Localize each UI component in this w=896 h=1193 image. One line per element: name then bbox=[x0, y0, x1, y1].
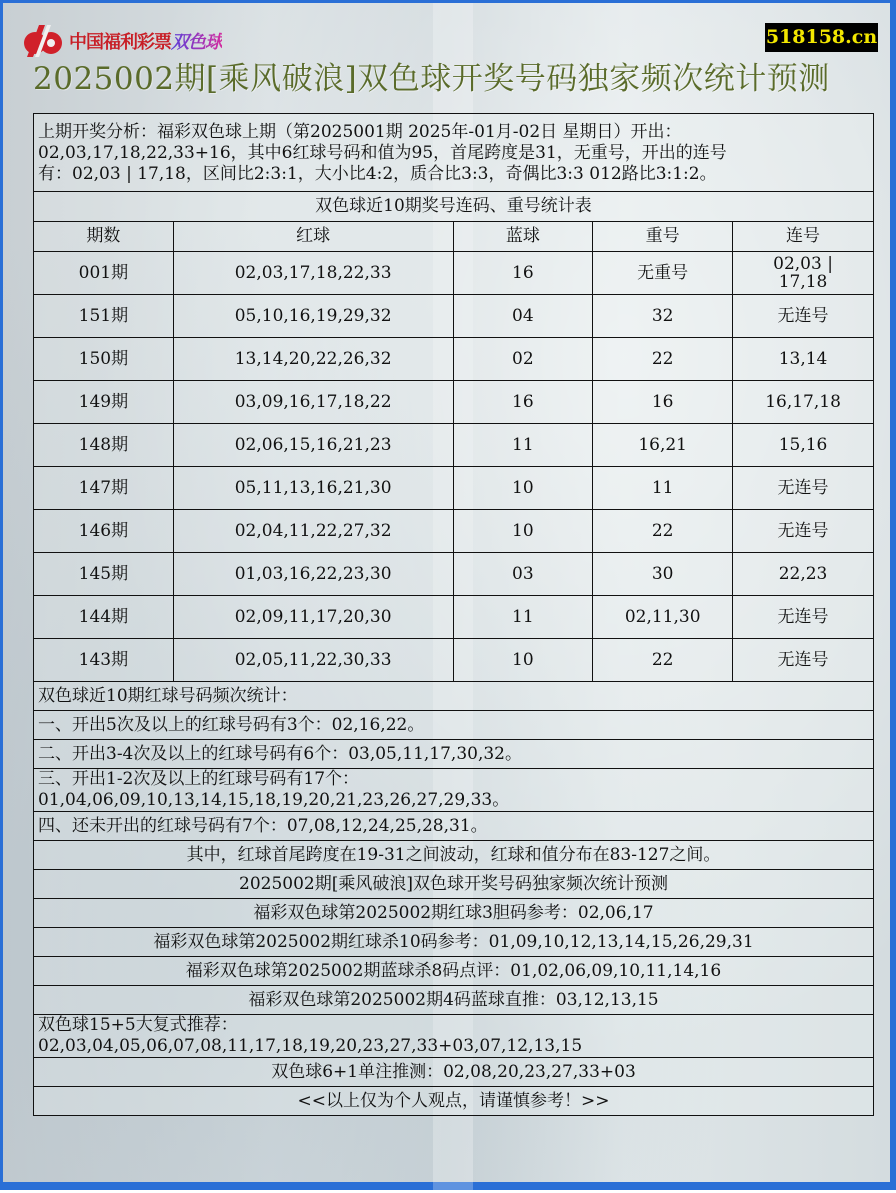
red-cell: 05,10,16,19,29,32 bbox=[173, 295, 453, 338]
disclaimer: <<以上仅为个人观点，请谨慎参考！>> bbox=[34, 1087, 874, 1116]
prediction-red-dan: 福彩双色球第2025002期红球3胆码参考：02,06,17 bbox=[34, 899, 874, 928]
prediction-blue-pick: 福彩双色球第2025002期4码蓝球直推：03,12,13,15 bbox=[34, 986, 874, 1015]
red-cell: 02,05,11,22,30,33 bbox=[173, 639, 453, 682]
frequency-summary: 其中，红球首尾跨度在19-31之间波动，红球和值分布在83-127之间。 bbox=[34, 841, 874, 870]
blue-cell: 16 bbox=[453, 252, 593, 295]
period-cell: 001期 bbox=[34, 252, 174, 295]
column-header-period: 期数 bbox=[34, 222, 174, 252]
analysis-line: 02,03,17,18,22,33+16，其中6红球号码和值为95，首尾跨度是31，无重号，开出的连号 bbox=[38, 143, 727, 163]
table-row bbox=[34, 639, 874, 682]
frequency-item-2: 二、开出3-4次及以上的红球号码有6个：03,05,11,17,30,32。 bbox=[34, 740, 874, 769]
prediction-title: 2025002期[乘风破浪]双色球开奖号码独家频次统计预测 bbox=[34, 870, 874, 899]
logo-text bbox=[69, 28, 222, 54]
consecutive-cell: 16,17,18 bbox=[733, 381, 874, 424]
frequency-item-3 bbox=[34, 769, 874, 812]
blue-cell: 10 bbox=[453, 467, 593, 510]
page-title: 2025002期[乘风破浪]双色球开奖号码独家频次统计预测 bbox=[33, 61, 830, 97]
period-cell: 148期 bbox=[34, 424, 174, 467]
frequency-heading: 双色球近10期红球号码频次统计： bbox=[34, 682, 874, 711]
period-cell: 149期 bbox=[34, 381, 174, 424]
prediction-blue-kill: 福彩双色球第2025002期蓝球杀8码点评：01,02,06,09,10,11,14,16 bbox=[34, 957, 874, 986]
repeat-cell: 16 bbox=[593, 381, 733, 424]
consecutive-cell: 22,23 bbox=[733, 553, 874, 596]
consecutive-line: 02,03 | bbox=[773, 254, 833, 274]
repeat-cell: 22 bbox=[593, 338, 733, 381]
blue-cell: 10 bbox=[453, 639, 593, 682]
period-cell: 144期 bbox=[34, 596, 174, 639]
red-cell: 03,09,16,17,18,22 bbox=[173, 381, 453, 424]
blue-cell: 16 bbox=[453, 381, 593, 424]
table-row bbox=[34, 424, 874, 467]
consecutive-line: 17,18 bbox=[778, 272, 828, 292]
column-header-repeat: 重号 bbox=[593, 222, 733, 252]
frequency-item-3-numbers: 01,04,06,09,10,13,14,15,18,19,20,21,23,26,27,29,33。 bbox=[38, 790, 510, 810]
blue-cell: 11 bbox=[453, 424, 593, 467]
blue-cell: 10 bbox=[453, 510, 593, 553]
repeat-cell: 11 bbox=[593, 467, 733, 510]
frequency-item-1: 一、开出5次及以上的红球号码有3个：02,16,22。 bbox=[34, 711, 874, 740]
period-cell: 145期 bbox=[34, 553, 174, 596]
consecutive-cell: 15,16 bbox=[733, 424, 874, 467]
table-row bbox=[34, 553, 874, 596]
period-cell: 151期 bbox=[34, 295, 174, 338]
table-row bbox=[34, 295, 874, 338]
blue-cell: 02 bbox=[453, 338, 593, 381]
consecutive-cell: 无连号 bbox=[733, 510, 874, 553]
consecutive-cell bbox=[733, 252, 874, 295]
repeat-cell: 02,11,30 bbox=[593, 596, 733, 639]
red-cell: 02,03,17,18,22,33 bbox=[173, 252, 453, 295]
consecutive-cell: 13,14 bbox=[733, 338, 874, 381]
period-cell: 146期 bbox=[34, 510, 174, 553]
red-cell: 05,11,13,16,21,30 bbox=[173, 467, 453, 510]
red-cell: 01,03,16,22,23,30 bbox=[173, 553, 453, 596]
prediction-single: 双色球6+1单注推测：02,08,20,23,27,33+03 bbox=[34, 1058, 874, 1087]
repeat-cell: 22 bbox=[593, 639, 733, 682]
repeat-cell: 16,21 bbox=[593, 424, 733, 467]
table-row bbox=[34, 381, 874, 424]
period-cell: 150期 bbox=[34, 338, 174, 381]
last-draw-analysis bbox=[34, 114, 874, 192]
period-cell: 147期 bbox=[34, 467, 174, 510]
table-caption: 双色球近10期奖号连码、重号统计表 bbox=[34, 192, 874, 222]
red-cell: 02,09,11,17,20,30 bbox=[173, 596, 453, 639]
consecutive-cell: 无连号 bbox=[733, 467, 874, 510]
consecutive-cell: 无连号 bbox=[733, 596, 874, 639]
column-header-consecutive: 连号 bbox=[733, 222, 874, 252]
repeat-cell: 30 bbox=[593, 553, 733, 596]
lottery-stats-table bbox=[33, 113, 874, 1116]
blue-cell: 11 bbox=[453, 596, 593, 639]
blue-cell: 04 bbox=[453, 295, 593, 338]
repeat-cell: 无重号 bbox=[593, 252, 733, 295]
table-row bbox=[34, 510, 874, 553]
repeat-cell: 22 bbox=[593, 510, 733, 553]
table-row bbox=[34, 467, 874, 510]
prediction-complex bbox=[34, 1015, 874, 1058]
logo-text-ssq: 双色球 bbox=[171, 32, 222, 53]
repeat-cell: 32 bbox=[593, 295, 733, 338]
column-header-red: 红球 bbox=[173, 222, 453, 252]
column-header-blue: 蓝球 bbox=[453, 222, 593, 252]
site-badge[interactable]: 518158.cn bbox=[765, 23, 878, 52]
red-cell: 13,14,20,22,26,32 bbox=[173, 338, 453, 381]
table-row bbox=[34, 596, 874, 639]
consecutive-cell: 无连号 bbox=[733, 639, 874, 682]
table-row bbox=[34, 252, 874, 295]
prediction-complex-numbers: 02,03,04,05,06,07,08,11,17,18,19,20,23,27,33+03,07,12,13,15 bbox=[38, 1036, 583, 1056]
frequency-item-4: 四、还未开出的红球号码有7个：07,08,12,24,25,28,31。 bbox=[34, 812, 874, 841]
analysis-line: 有：02,03 | 17,18，区间比2:3:1，大小比4:2，质合比3:3，奇偶比3:3 012路比3:1:2。 bbox=[38, 164, 717, 184]
red-cell: 02,06,15,16,21,23 bbox=[173, 424, 453, 467]
period-cell: 143期 bbox=[34, 639, 174, 682]
consecutive-cell: 无连号 bbox=[733, 295, 874, 338]
prediction-complex-label: 双色球15+5大复式推荐： bbox=[38, 1015, 238, 1035]
analysis-line: 上期开奖分析：福彩双色球上期（第2025001期 2025年-01月-02日 星期日）开出： bbox=[38, 122, 682, 142]
prediction-red-kill: 福彩双色球第2025002期红球杀10码参考：01,09,10,12,13,14,15,26,29,31 bbox=[34, 928, 874, 957]
blue-cell: 03 bbox=[453, 553, 593, 596]
logo-text-cn: 中国福利彩票 bbox=[69, 32, 171, 53]
table-row bbox=[34, 338, 874, 381]
red-cell: 02,04,11,22,27,32 bbox=[173, 510, 453, 553]
frequency-item-3-label: 三、开出1-2次及以上的红球号码有17个： bbox=[38, 769, 360, 789]
